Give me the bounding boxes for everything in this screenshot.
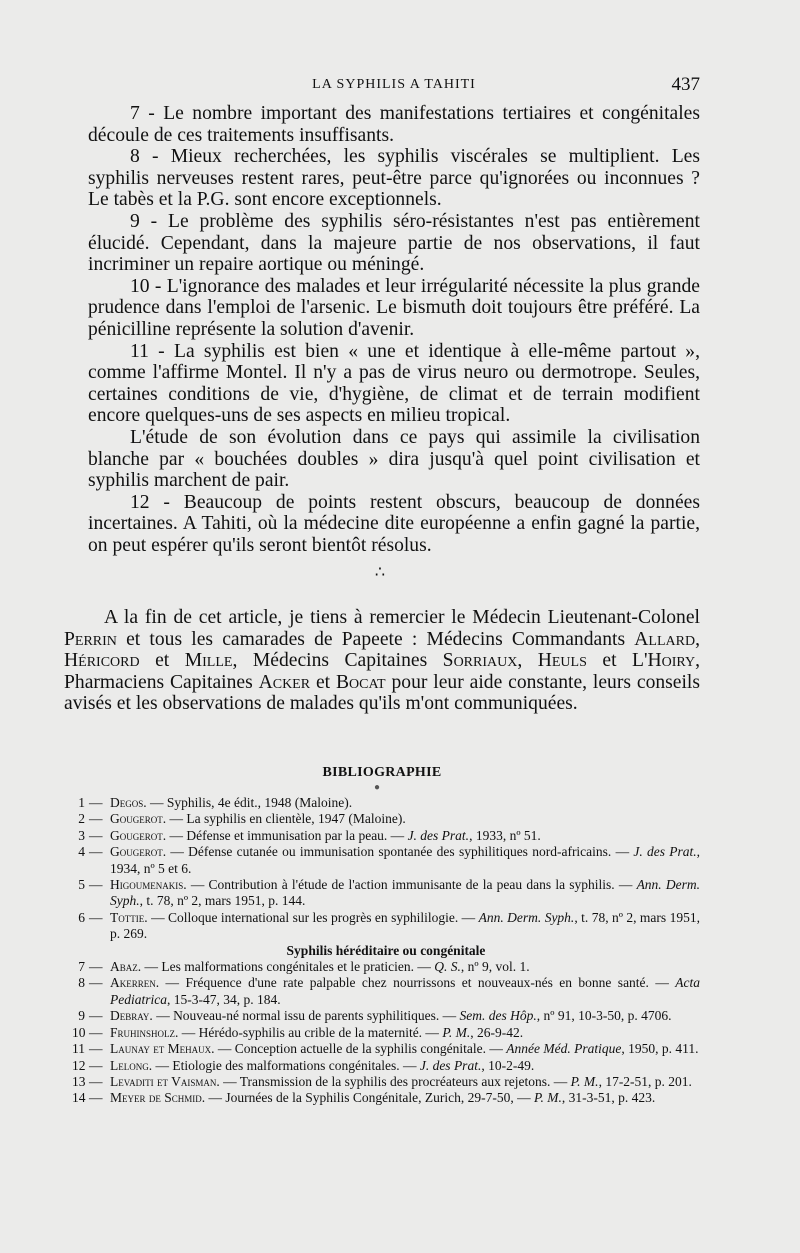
name-heuls: Heuls (537, 650, 587, 672)
entry-author: Gougerot. (110, 811, 167, 827)
bibliography-list (72, 795, 700, 1107)
paragraph-9: 9 - Le problème des syphilis séro-résistantes n'est pas entièrement élucidé. Cependant, dans la majeure partie de nos observations, il faut incriminer un repaire aortique ou méningé. (88, 210, 700, 276)
entry-author: Meyer de Schmid. (110, 1090, 206, 1106)
entry-author: Gougerot. (110, 827, 167, 843)
name-lhoiry: L'Hoiry (631, 650, 696, 672)
name-allard: Allard (634, 628, 696, 650)
entry-dash: — (89, 1024, 103, 1040)
entry-author: Fruhinsholz. (110, 1024, 179, 1040)
entry-dash: — (89, 827, 103, 843)
entry-author: Lelong. (110, 1057, 153, 1073)
bibliography-entry (72, 795, 700, 811)
entry-author: Higoumenakis. (110, 877, 187, 893)
entry-text: — Colloque international sur les progrès en syphililogie. — (147, 909, 479, 925)
paragraph-8: 8 - Mieux recherchées, les syphilis viscérales se multiplient. Les syphilis nerveuses restent rares, peut-être parce qu'ignorées ou inconnues ? Le tabès et la P.G. sont encore exceptionnels. (88, 146, 700, 211)
entry-number: 5 (78, 877, 85, 893)
acknowledgements: A la fin de cet article, je tiens à remercier le Médecin Lieutenant-Colonel Perrin et tous les camarades de Papeete : Médecins Commandants Allard, Héricord et Mille, Médecins Capitaines Sorriaux, Heuls et L'Hoiry, Pharmaciens Capitaines Acker et Bocat pour leur aide constante, leurs conseils avisés et les observations de malades qu'ils m'ont communiquées. (64, 607, 700, 715)
bibliography-entry (72, 1074, 700, 1090)
section-separator: ∴ (374, 564, 386, 581)
entry-journal: J. des Prat. (633, 844, 697, 860)
running-title: LA SYPHILIS A TAHITI (312, 77, 476, 92)
bibliography-entry (72, 877, 700, 910)
entry-author: Debray. (110, 1008, 153, 1024)
entry-journal: Ann. Derm. Syph. (110, 877, 701, 909)
entry-author: Launay et Mehaux. (110, 1041, 215, 1057)
entry-number: 14 (72, 1090, 86, 1106)
entry-text: — Nouveau-né normal issu de parents syphilitiques. — (152, 1008, 460, 1024)
bibliography-entry (72, 828, 700, 844)
paragraph-11-continued: L'étude de son évolution dans ce pays qui assimile la civilisation blanche par « bouchées doubles » dira jusqu'à quel point civilisation et syphilis marchent de pair. (88, 426, 700, 492)
entry-text: — Hérédo-syphilis au crible de la maternité. — (178, 1024, 443, 1040)
paragraph-7: 7 - Le nombre important des manifestations tertiaires et congénitales découle de ces traitements insuffisants. (88, 103, 700, 146)
entry-dash: — (89, 811, 103, 827)
entry-journal: P. M. (533, 1090, 562, 1106)
entry-text: — Les malformations congénitales et le praticien. — (141, 959, 435, 975)
entry-text: — Défense et immunisation par la peau. — (166, 827, 408, 843)
entry-author: Gougerot. (110, 844, 167, 860)
entry-journal: Q. S. (434, 959, 461, 975)
entry-text: — La syphilis en clientèle, 1947 (Maloine). (166, 811, 406, 827)
name-hericord: Héricord (64, 650, 140, 672)
entry-details: , 17-2-51, p. 201. (598, 1073, 692, 1089)
entry-number: 1 (78, 795, 85, 810)
bibliography-entry (72, 910, 700, 943)
name-sorriaux: Sorriaux (442, 650, 518, 672)
entry-details: , t. 78, nº 2, mars 1951, p. 269. (110, 909, 700, 942)
entry-dash: — (89, 959, 103, 975)
entry-details: , 31-3-51, p. 423. (561, 1090, 656, 1106)
entry-dash: — (89, 1008, 103, 1024)
entry-text: — Syphilis, 4e édit., 1948 (Maloine). (146, 795, 353, 810)
conclusions-text (88, 103, 700, 556)
entry-journal: Année Méd. Pratique (506, 1041, 622, 1057)
entry-details: , 1950, p. 411. (621, 1041, 699, 1057)
entry-number: 2 (78, 811, 85, 827)
bibliography-entry (72, 1041, 700, 1057)
entry-dash: — (89, 909, 103, 925)
entry-author: Degos. (110, 795, 147, 810)
name-mille: Mille (184, 650, 233, 672)
entry-number: 13 (72, 1073, 86, 1089)
entry-number: 4 (78, 844, 85, 860)
entry-journal: Ann. Derm. Syph. (478, 909, 575, 925)
bibliography-entry (72, 959, 700, 975)
bibliography-title: BIBLIOGRAPHIE (322, 765, 442, 780)
paragraph-10: 10 - L'ignorance des malades et leur irrégularité nécessite la plus grande prudence dans l'emploi de l'arsenic. Le bismuth doit toujours être préféré. La pénicilline représente la solution d'avenir. (88, 275, 700, 340)
entry-text: — Défense cutanée ou immunisation spontanée des syphilitiques nord-africains. — (166, 844, 634, 860)
bibliography-entry (72, 844, 700, 877)
entry-text: — Conception actuelle de la syphilis congénitale. — (214, 1041, 507, 1057)
bibliography-entry (72, 1025, 700, 1041)
bibliography-entry (72, 1008, 700, 1024)
entry-details: , 10-2-49. (481, 1057, 535, 1073)
bibliography-subheading: Syphilis héréditaire ou congénitale (286, 942, 486, 958)
entry-text: — Journées de la Syphilis Congénitale, Zurich, 29-7-50, — (205, 1090, 534, 1106)
entry-number: 10 (72, 1024, 86, 1040)
entry-dash: — (89, 1090, 103, 1106)
entry-number: 12 (72, 1057, 86, 1073)
bibliography-entry (72, 1090, 700, 1106)
entry-dash: — (89, 975, 103, 991)
entry-author: Akerren. (110, 975, 160, 991)
entry-text: — Fréquence d'une rate palpable chez nourrissons et nouveaux-nés en bonne santé. — (159, 975, 676, 991)
entry-details: , 26-9-42. (470, 1024, 524, 1040)
bibliography-entry (72, 811, 700, 827)
entry-number: 6 (78, 909, 85, 925)
entry-details: , 1933, nº 51. (469, 827, 541, 843)
entry-dash: — (89, 1057, 103, 1073)
entry-text: — Etiologie des malformations congénitales. — (152, 1057, 420, 1073)
entry-journal: Acta Pediatrica (110, 975, 700, 1007)
entry-details: , 15-3-47, 34, p. 184. (167, 991, 281, 1007)
entry-text: — Transmission de la syphilis des procréateurs aux rejetons. — (219, 1073, 571, 1089)
paragraph-11: 11 - La syphilis est bien « une et identique à elle-même partout », comme l'affirme Montel. Il n'y a pas de virus neuro ou dermotrope. Seules, certaines conditions de vie, d'hygiène, de climat et de terrain modifient encore quelques-uns de ses aspects en milieu tropical. (88, 340, 700, 427)
entry-journal: J. des Prat. (419, 1057, 482, 1073)
entry-journal: P. M. (442, 1024, 471, 1040)
entry-number: 11 (72, 1041, 85, 1057)
entry-dash: — (89, 1041, 103, 1057)
entry-details: , 1934, nº 5 et 6. (110, 844, 700, 876)
entry-author: Levaditi et Vaisman. (110, 1073, 220, 1089)
entry-number: 8 (78, 975, 85, 991)
entry-dash: — (89, 844, 103, 860)
entry-number: 7 (78, 959, 85, 975)
page-number: 437 (671, 74, 700, 95)
entry-details: , nº 9, vol. 1. (460, 959, 530, 975)
entry-dash: — (89, 1073, 103, 1089)
paragraph-12: 12 - Beaucoup de points restent obscurs, beaucoup de données incertaines. A Tahiti, où la médecine dite européenne a enfin gagné la partie, on peut espérer qu'ils seront bientôt résolus. (88, 491, 700, 556)
name-acker: Acker (258, 671, 311, 693)
entry-author: Tottie. (110, 909, 148, 925)
entry-journal: J. des Prat. (407, 827, 470, 843)
name-bocat: Bocat (335, 671, 386, 693)
entry-journal: P. M. (570, 1073, 599, 1089)
entry-dash: — (89, 795, 103, 810)
entry-number: 9 (78, 1008, 85, 1024)
entry-author: Abaz. (110, 959, 142, 975)
entry-number: 3 (78, 827, 85, 843)
name-perrin: Perrin (64, 628, 117, 650)
bibliography-entry (72, 1058, 700, 1074)
bibliography-entry (72, 975, 700, 1008)
entry-text: — Contribution à l'étude de l'action immunisante de la peau dans la syphilis. — (186, 877, 637, 893)
bullet-mark: ● (374, 782, 381, 793)
entry-dash: — (89, 877, 103, 893)
entry-journal: Sem. des Hôp. (459, 1008, 537, 1024)
entry-details: , t. 78, nº 2, mars 1951, p. 144. (139, 893, 306, 909)
running-header (88, 74, 700, 96)
entry-details: , nº 91, 10-3-50, p. 4706. (536, 1008, 672, 1024)
